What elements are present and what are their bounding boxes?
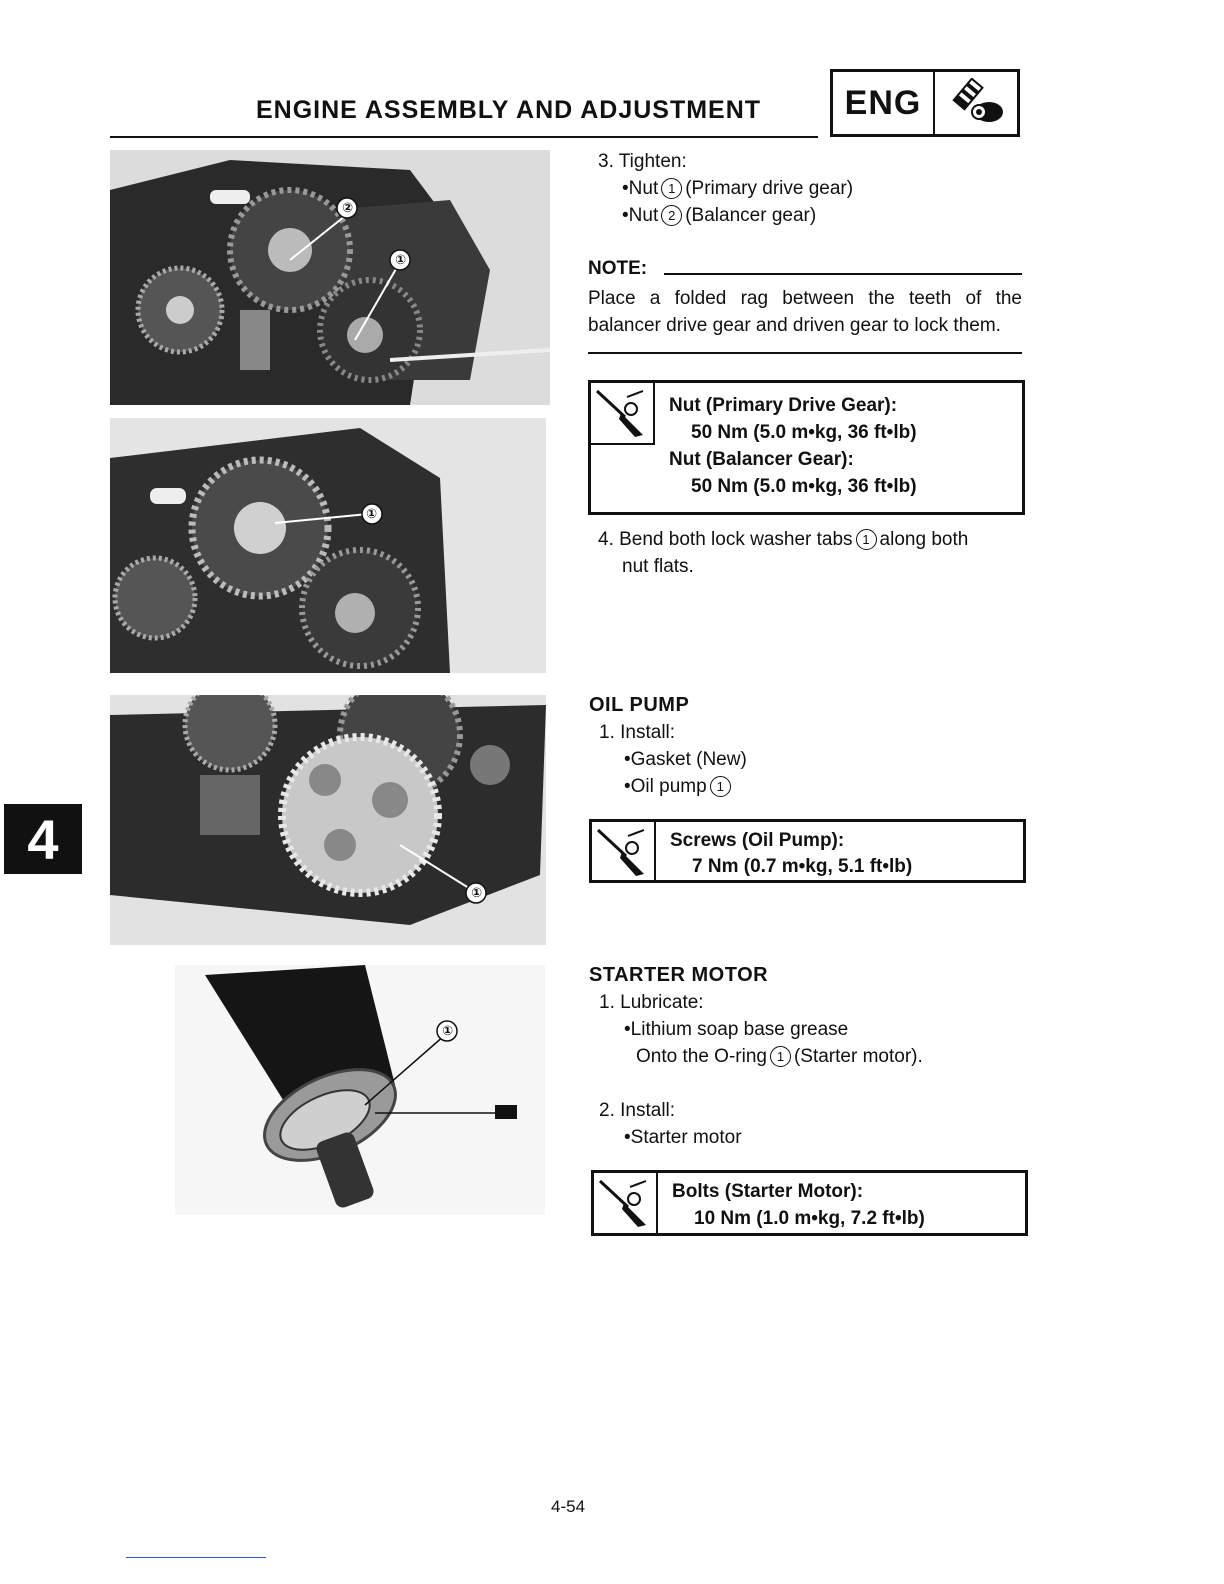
torque-label: Nut (Balancer Gear):: [669, 449, 854, 470]
callout-1: ①: [395, 252, 407, 267]
section-code: ENG: [833, 72, 935, 134]
starter-item-3: •Starter motor: [624, 1127, 742, 1148]
starter-step-2: 2. Install:: [599, 1100, 676, 1121]
engine-wrench-icon: [935, 72, 1017, 134]
footer-rule: [126, 1557, 266, 1558]
torque-wrench-icon: [592, 822, 656, 880]
note-text: Place a folded rag between the teeth of the balancer drive gear and driven gear to lock them.: [588, 288, 1022, 336]
torque-spec-box: [589, 819, 1026, 883]
step-3-item-1: •Nut 1 (Primary drive gear): [622, 178, 854, 199]
callout-2: ②: [342, 200, 354, 215]
oil-pump-item-2: •Oil pump 1: [624, 773, 734, 800]
oil-pump-item-1: •Gasket (New): [624, 749, 747, 770]
callout-1: ①: [442, 1023, 454, 1038]
step-3-item-2: •Nut 2 (Balancer gear): [622, 205, 817, 226]
torque-spec-box: [588, 380, 1025, 515]
step-4-line-2: nut flats.: [622, 556, 694, 577]
photo-gears-nuts: [110, 150, 550, 405]
torque-value: 50 Nm (5.0 m•kg, 36 ft•lb): [691, 422, 917, 443]
torque-value: 50 Nm (5.0 m•kg, 36 ft•lb): [691, 476, 917, 497]
torque-spec-box: [591, 1170, 1028, 1236]
photo-starter-motor: [175, 965, 545, 1215]
chapter-tab: 4: [4, 804, 82, 874]
torque-value: 10 Nm (1.0 m•kg, 7.2 ft•lb): [694, 1208, 925, 1229]
photo-oil-pump: [110, 695, 546, 945]
header-rule: [110, 136, 818, 138]
starter-step-1: 1. Lubricate:: [599, 992, 704, 1013]
torque-value: 7 Nm (0.7 m•kg, 5.1 ft•lb): [692, 856, 913, 877]
torque-wrench-icon: [594, 1173, 658, 1233]
starter-item-2: Onto the O-ring 1 (Starter motor).: [636, 1046, 923, 1067]
torque-label: Screws (Oil Pump):: [670, 830, 845, 851]
torque-label: Bolts (Starter Motor):: [672, 1181, 864, 1202]
callout-1: ①: [471, 885, 483, 900]
starter-item-1: •Lithium soap base grease: [624, 1019, 849, 1040]
step-3-title: 3. Tighten:: [598, 151, 687, 172]
section-badge: [830, 69, 1020, 137]
photo-lock-washer: [110, 418, 546, 673]
oil-pump-heading: OIL PUMP: [589, 694, 690, 716]
page-number: 4-54: [551, 1497, 586, 1516]
note-rule-top: [664, 273, 1022, 275]
torque-wrench-icon: [591, 383, 655, 445]
torque-label: Nut (Primary Drive Gear):: [669, 395, 898, 416]
step-4-line-1: 4. Bend both lock washer tabs 1 along both: [598, 529, 969, 550]
oil-pump-step-1: 1. Install:: [599, 722, 676, 743]
note-label: NOTE:: [588, 258, 648, 279]
starter-motor-heading: STARTER MOTOR: [589, 964, 769, 986]
note-rule-bottom: [588, 352, 1022, 354]
page-title: ENGINE ASSEMBLY AND ADJUSTMENT: [256, 96, 762, 124]
callout-1: ①: [366, 506, 378, 521]
